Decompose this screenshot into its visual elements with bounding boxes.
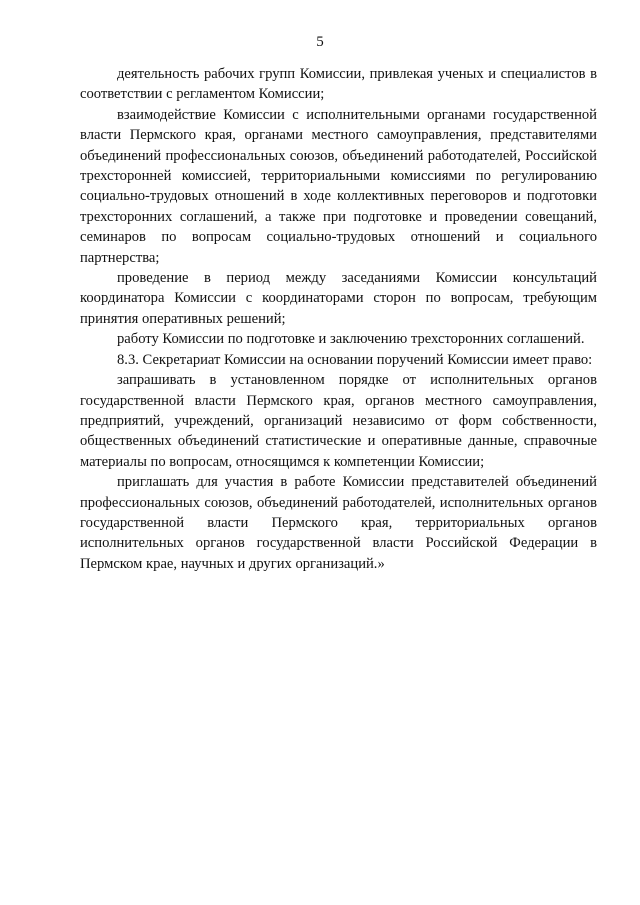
paragraph-interaction: взаимодействие Комиссии с исполнительными органами государственной власти Пермского края, органами местного самоуправления, представителями объединений профессиональных союзов, объединений работодателей, Российской трехсторонней комиссией, территориальными комиссиями по регулированию социально-трудовых отношений в ходе коллективных переговоров и подготовки трехсторонних соглашений, а также при подготовке и проведении совещаний, семинаров по вопросам социально-трудовых отношений и социального партнерства; <box>80 106 597 266</box>
paragraph-agreements-work: работу Комиссии по подготовке и заключению трехсторонних соглашений. <box>117 331 585 348</box>
document-body <box>80 64 597 574</box>
paragraph-invite-representatives: приглашать для участия в работе Комиссии представителей объединений профессиональных союзов, объединений работодателей, исполнительных органов государственной власти Пермского края, территориальных органов исполнительных органов государственной власти Российской Федерации в Пермском крае, научных и других организаций.» <box>80 474 597 572</box>
paragraph-working-groups: деятельность рабочих групп Комиссии, привлекая ученых и специалистов в соответствии с регламентом Комиссии; <box>80 66 597 103</box>
page-number: 5 <box>316 34 324 50</box>
paragraph-secretariat-rights: 8.3. Секретариат Комиссии на основании поручений Комиссии имеет право: <box>117 351 593 368</box>
paragraph-request-data: запрашивать в установленном порядке от исполнительных органов государственной власти Пермского края, органов местного самоуправления, предприятий, учреждений, организаций независимо от форм собственности, общественных объединений статистические и оперативные данные, справочные материалы по вопросам, относящимся к компетенции Комиссии; <box>80 372 597 470</box>
paragraph-consultations: проведение в период между заседаниями Комиссии консультаций координатора Комиссии с координаторами сторон по вопросам, требующим принятия оперативных решений; <box>80 270 597 327</box>
